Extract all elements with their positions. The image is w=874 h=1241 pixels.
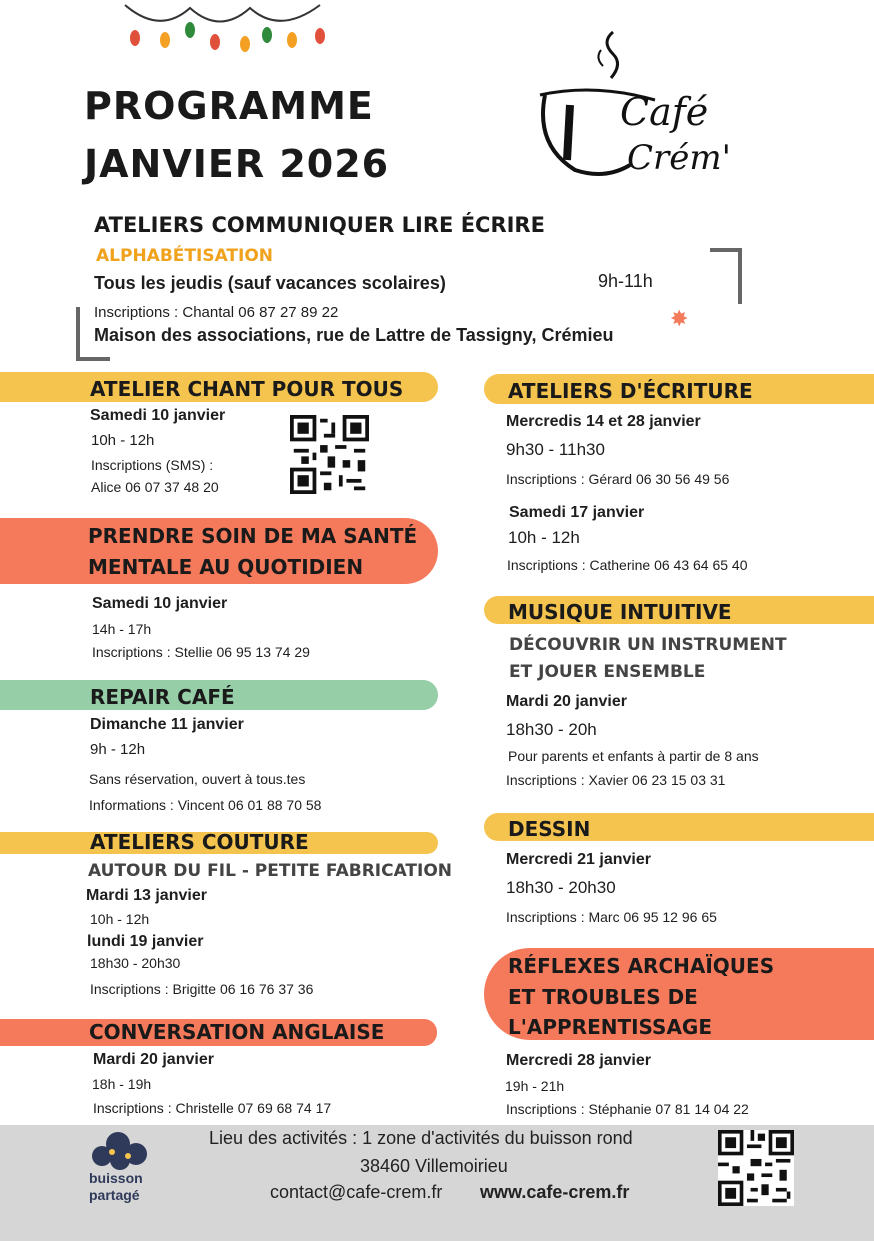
ecriture-day-1: Mercredis 14 et 28 janvier: [506, 413, 701, 430]
dessin-info: Inscriptions : Marc 06 95 12 96 65: [506, 909, 717, 925]
page-title-line2: JANVIER 2026: [84, 142, 390, 186]
christmas-lights-decoration: [120, 0, 340, 60]
corner-bracket-bottom-left: [76, 307, 110, 361]
ecriture-title: ATELIERS D'ÉCRITURE: [508, 379, 753, 403]
musique-subtitle-1: DÉCOUVRIR UN INSTRUMENT: [509, 635, 787, 655]
anglais-hours: 18h - 19h: [92, 1076, 152, 1092]
couture-title: ATELIERS COUTURE: [90, 830, 309, 854]
couture-hours-1: 10h - 12h: [90, 911, 150, 927]
sante-title-1: PRENDRE SOIN DE MA SANTÉ: [88, 524, 418, 548]
sante-hours: 14h - 17h: [92, 621, 152, 637]
logo-text-crem: Crém': [627, 138, 731, 178]
sante-day: Samedi 10 janvier: [92, 595, 228, 612]
cafe-crem-logo: [535, 30, 775, 190]
couture-day-1: Mardi 13 janvier: [86, 887, 207, 904]
chant-title: ATELIER CHANT POUR TOUS: [90, 377, 404, 401]
repair-info-2: Informations : Vincent 06 01 88 70 58: [89, 797, 322, 813]
alpha-registration: Inscriptions : Chantal 06 87 27 89 22: [94, 304, 339, 321]
alpha-title: ATELIERS COMMUNIQUER LIRE ÉCRIRE: [94, 213, 545, 237]
footer-website[interactable]: www.cafe-crem.fr: [480, 1182, 630, 1202]
ecriture-hours-1: 9h30 - 11h30: [506, 440, 605, 459]
musique-day: Mardi 20 janvier: [506, 693, 627, 710]
page-title-line1: PROGRAMME: [84, 84, 374, 128]
repair-title: REPAIR CAFÉ: [90, 685, 235, 709]
chant-info-1: Inscriptions (SMS) :: [91, 457, 214, 473]
alpha-subtitle: ALPHABÉTISATION: [96, 246, 274, 266]
reflexes-day: Mercredi 28 janvier: [506, 1052, 651, 1069]
footer-address-2: 38460 Villemoirieu: [360, 1156, 508, 1176]
ecriture-hours-2: 10h - 12h: [508, 528, 580, 547]
reflexes-hours: 19h - 21h: [505, 1078, 565, 1094]
corner-bracket-top-right: [710, 248, 742, 304]
reflexes-info: Inscriptions : Stéphanie 07 81 14 04 22: [506, 1101, 749, 1117]
logo-text-cafe: Café: [620, 90, 709, 134]
ecriture-info-1: Inscriptions : Gérard 06 30 56 49 56: [506, 471, 730, 487]
qr-code-chant[interactable]: [290, 415, 369, 494]
footer-email[interactable]: contact@cafe-crem.fr: [270, 1182, 443, 1202]
musique-info-2: Inscriptions : Xavier 06 23 15 03 31: [506, 772, 726, 788]
anglais-title: CONVERSATION ANGLAISE: [89, 1020, 385, 1044]
ecriture-day-2: Samedi 17 janvier: [509, 504, 645, 521]
buisson-logo-line1: buisson: [89, 1170, 143, 1186]
sante-info: Inscriptions : Stellie 06 95 13 74 29: [92, 644, 310, 660]
footer: [0, 1125, 874, 1241]
musique-hours: 18h30 - 20h: [506, 720, 597, 739]
steam-icon: [593, 30, 633, 80]
couture-subtitle: AUTOUR DU FIL - PETITE FABRICATION: [88, 861, 453, 881]
sante-title-2: MENTALE AU QUOTIDIEN: [88, 555, 364, 579]
alpha-place: Maison des associations, rue de Lattre de Tassigny, Crémieu: [94, 325, 614, 345]
qr-code-footer[interactable]: [718, 1130, 794, 1206]
reflexes-title-3: L'APPRENTISSAGE: [508, 1015, 713, 1039]
musique-subtitle-2: ET JOUER ENSEMBLE: [509, 662, 706, 682]
repair-info-1: Sans réservation, ouvert à tous.tes: [89, 771, 306, 787]
buisson-logo-line2: partagé: [89, 1187, 140, 1203]
musique-info-1: Pour parents et enfants à partir de 8 ans: [508, 748, 759, 764]
musique-title: MUSIQUE INTUITIVE: [508, 600, 732, 624]
footer-address-1: Lieu des activités : 1 zone d'activités du buisson rond: [209, 1128, 633, 1148]
alpha-hours: 9h-11h: [598, 271, 653, 291]
couture-day-2: lundi 19 janvier: [87, 933, 204, 950]
alpha-schedule: Tous les jeudis (sauf vacances scolaires): [94, 273, 446, 293]
chant-day: Samedi 10 janvier: [90, 407, 226, 424]
dessin-day: Mercredi 21 janvier: [506, 851, 651, 868]
buisson-partage-logo-icon: [88, 1130, 152, 1172]
couture-hours-2: 18h30 - 20h30: [90, 955, 181, 971]
couture-info: Inscriptions : Brigitte 06 16 76 37 36: [90, 981, 314, 997]
chant-hours: 10h - 12h: [91, 432, 155, 449]
reflexes-title-2: ET TROUBLES DE: [508, 985, 698, 1009]
starburst-icon: ✸: [670, 306, 689, 331]
repair-hours: 9h - 12h: [90, 741, 146, 758]
anglais-day: Mardi 20 janvier: [93, 1051, 214, 1068]
dessin-hours: 18h30 - 20h30: [506, 878, 616, 897]
chant-info-2: Alice 06 07 37 48 20: [91, 479, 219, 495]
anglais-info: Inscriptions : Christelle 07 69 68 74 17: [93, 1100, 332, 1116]
ecriture-info-2: Inscriptions : Catherine 06 43 64 65 40: [507, 557, 748, 573]
repair-day: Dimanche 11 janvier: [90, 716, 244, 733]
dessin-title: DESSIN: [508, 817, 591, 841]
reflexes-title-1: RÉFLEXES ARCHAÏQUES: [508, 954, 775, 978]
